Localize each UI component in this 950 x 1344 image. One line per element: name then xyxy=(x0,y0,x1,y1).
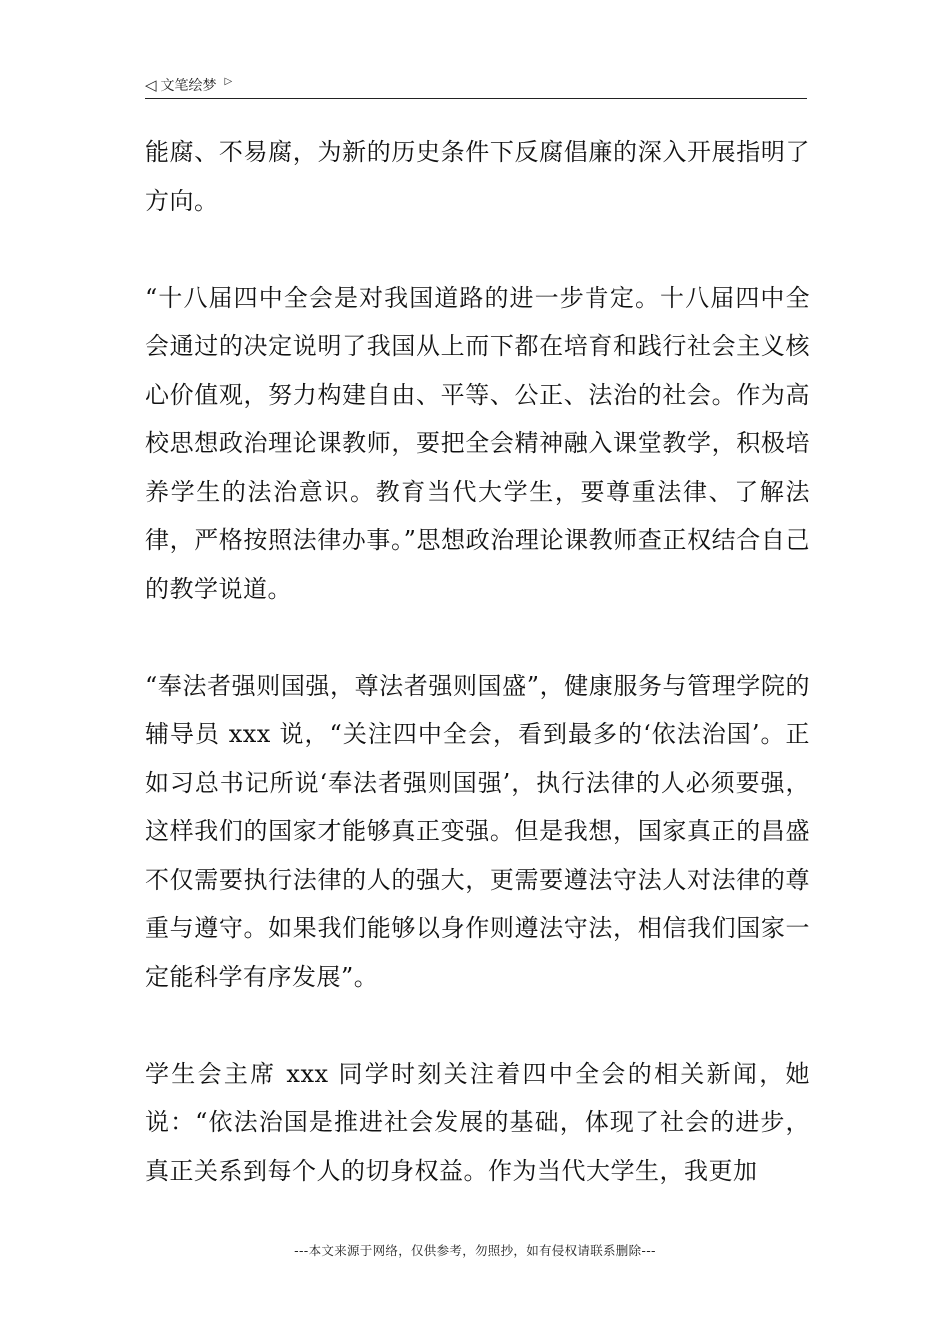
paragraph-2: “十八届四中全会是对我国道路的进一步肯定。十八届四中全会通过的决定说明了我国从上而下都在培育和践行社会主义核心价值观，努力构建自由、平等、公正、法治的社会。作为高校思想政治理论课教师，要把全会精神融入课堂教学，积极培养学生的法治意识。教育当代大学生，要尊重法律、了解法律，严格按照法律办事。”思想政治理论课教师查正权结合自己的教学说道。 xyxy=(145,283,810,603)
triangle-left-icon: ◁ xyxy=(145,75,157,94)
paragraph-4: 学生会主席 xxx 同学时刻关注着四中全会的相关新闻，她说：“依法治国是推进社会发展的基础，体现了社会的进步，真正关系到每个人的切身权益。作为当代大学生，我更加 xyxy=(145,1059,810,1185)
paragraph-3: “奉法者强则国强，尊法者强则国盛”，健康服务与管理学院的辅导员 xxx 说，“关注四中全会，看到最多的‘依法治国’。正如习总书记所说‘奉法者强则国强’，执行法律的人必须要强，这样我们的国家才能够真正变强。但是我想，国家真正的昌盛不仅需要执行法律的人的强大，更需要遵法守法人对法律的尊重与遵守。如果我们能够以身作则遵法守法，相信我们国家一定能科学有序发展”。 xyxy=(145,671,810,991)
paragraph-1: 能腐、不易腐，为新的历史条件下反腐倡廉的深入开展指明了方向。 xyxy=(145,138,810,215)
footer-notice: ---本文来源于网络，仅供参考，勿照抄，如有侵权请联系删除--- xyxy=(294,1243,656,1258)
page-header xyxy=(145,72,807,99)
header-title: 文笔绘梦 xyxy=(160,78,217,94)
triangle-right-icon: ▷ xyxy=(224,76,233,87)
document-body xyxy=(145,128,810,1244)
